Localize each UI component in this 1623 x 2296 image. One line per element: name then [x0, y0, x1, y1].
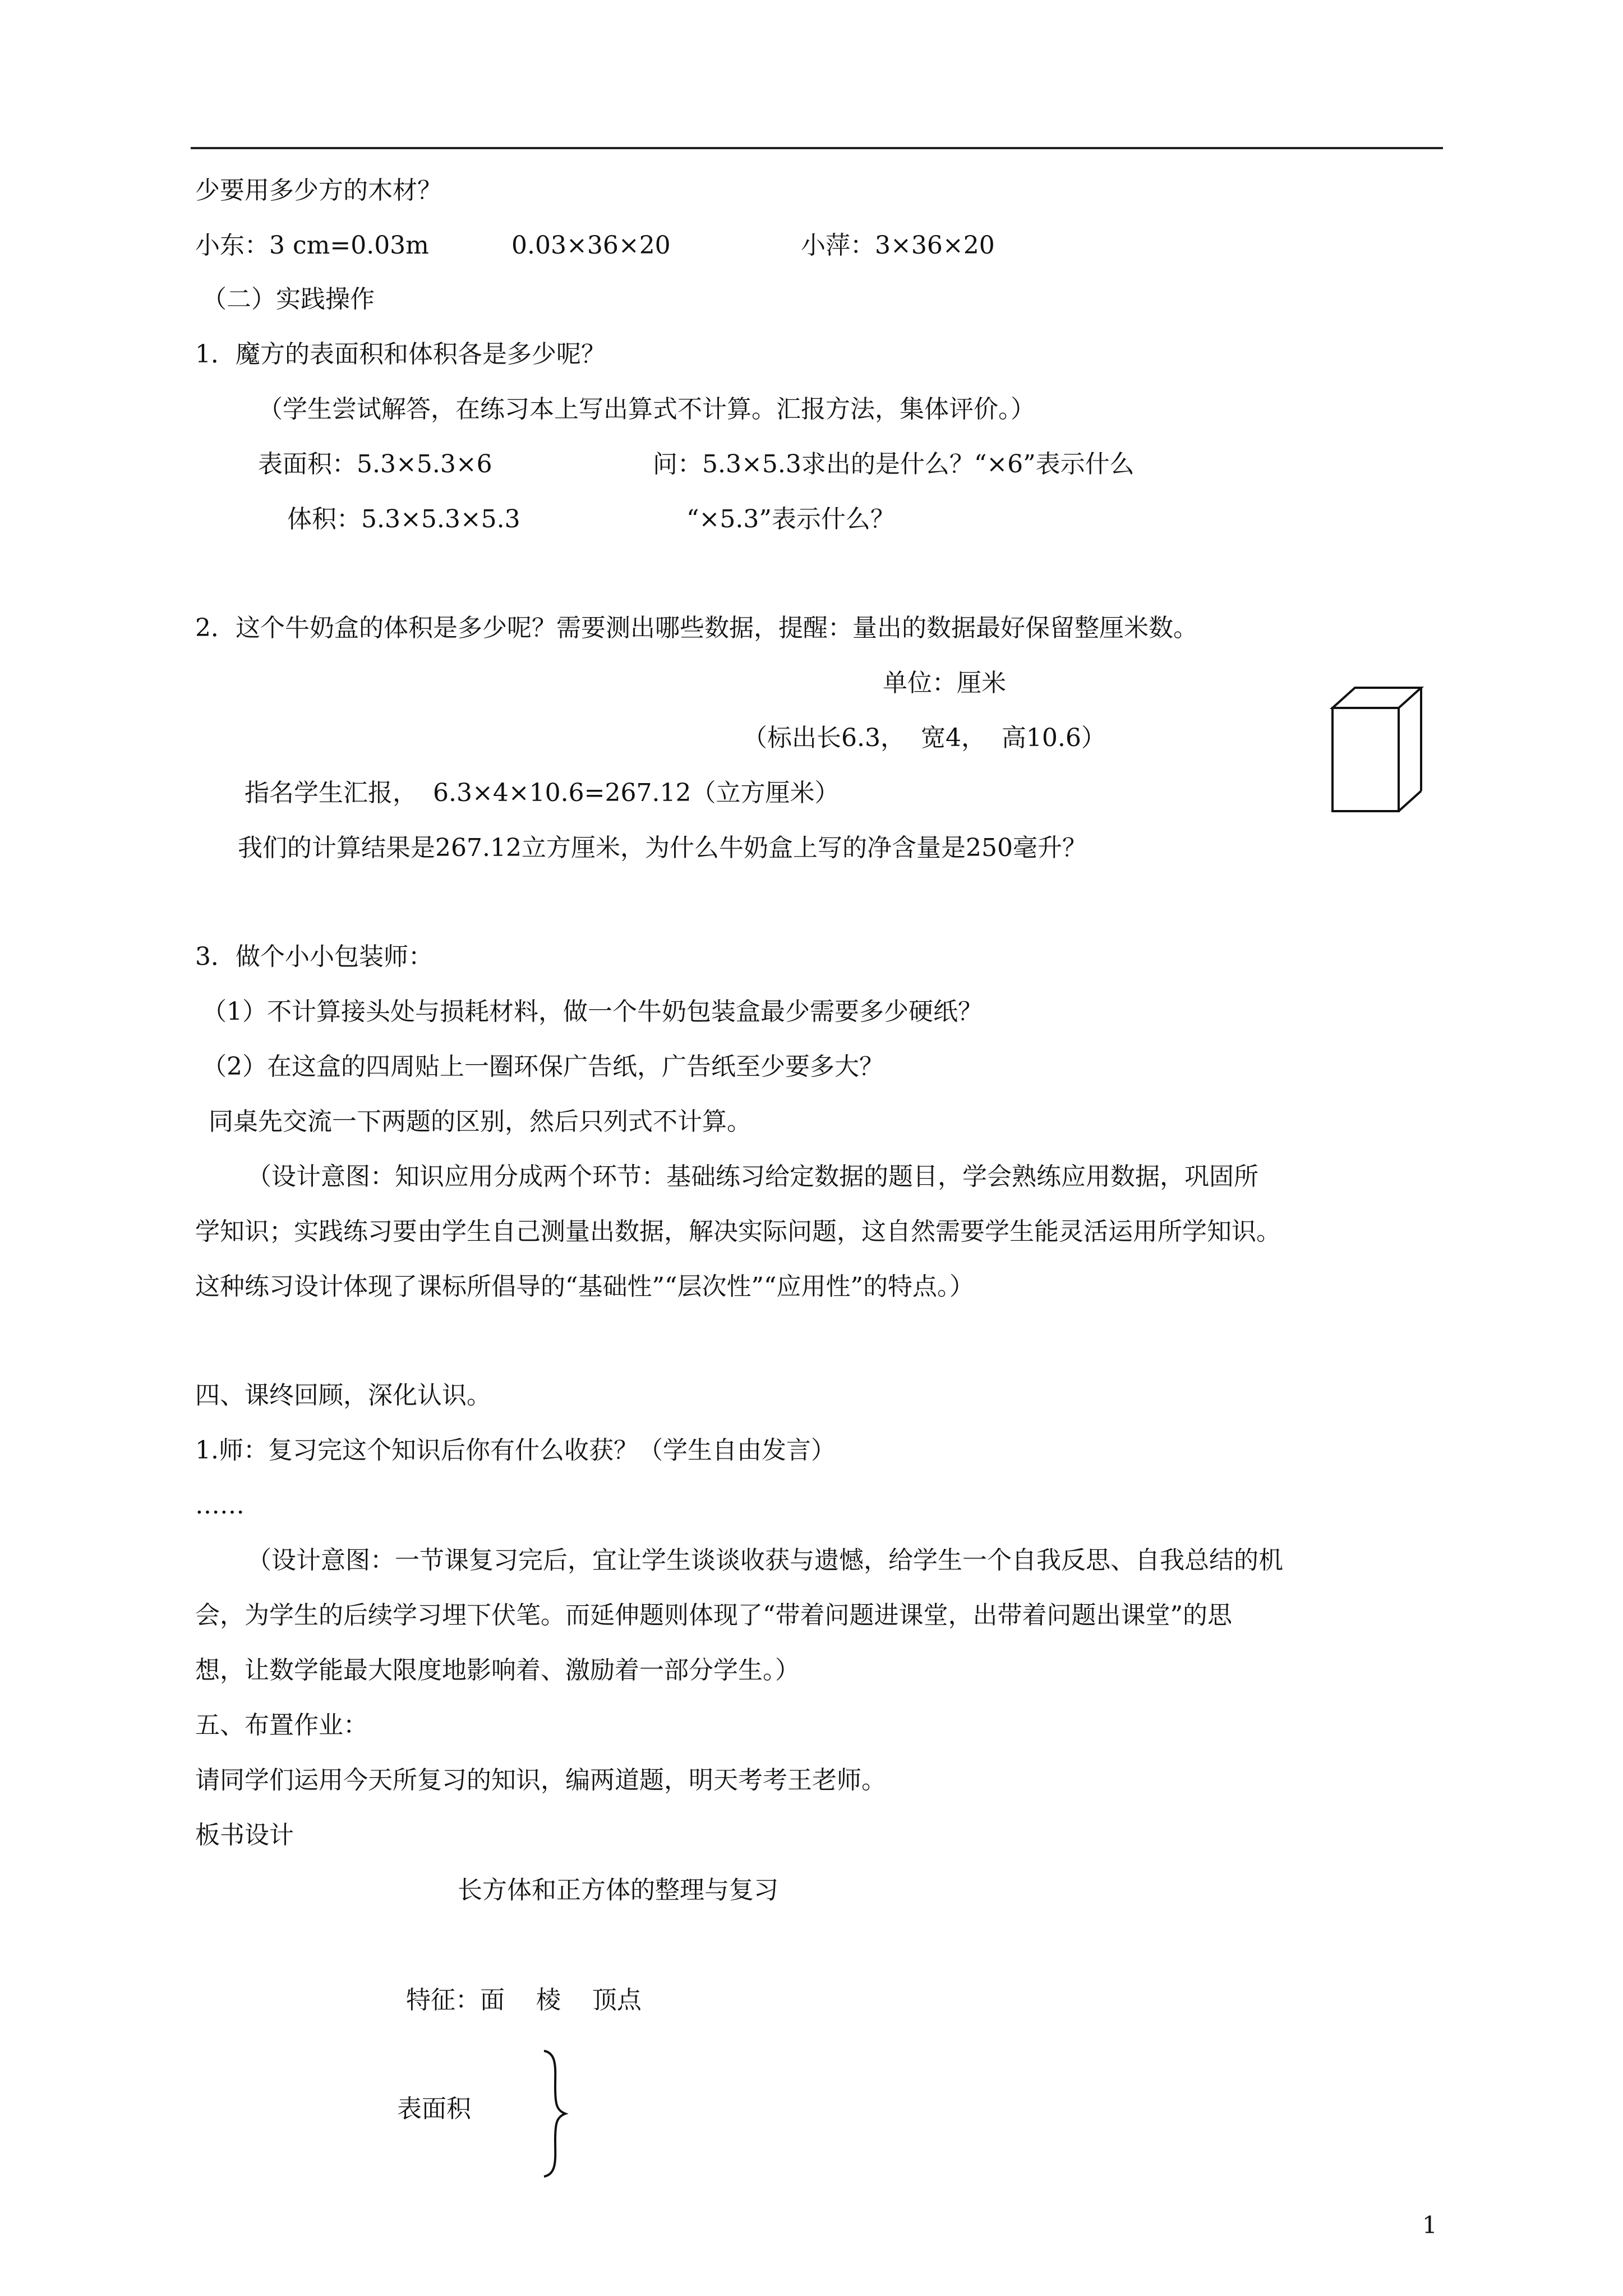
text-line: 我们的计算结果是267.12立方厘米，为什么牛奶盒上写的净含量是250毫升？: [238, 834, 1087, 862]
text-line: 单位：厘米: [883, 669, 1006, 697]
text-line: 想，让数学能最大限度地影响着、激励着一部分学生。）: [195, 1656, 800, 1685]
section-heading: （二）实践操作: [202, 285, 375, 314]
board-title: 长方体和正方体的整理与复习: [458, 1876, 778, 1904]
board-surface-area: 表面积: [397, 2095, 471, 2123]
text-line: 板书设计: [195, 1821, 294, 1849]
text-line: 1.师：复习完这个知识后你有什么收获？（学生自由发言）: [195, 1436, 836, 1465]
text-line: 2．这个牛奶盒的体积是多少呢？需要测出哪些数据，提醒：量出的数据最好保留整厘米数。: [195, 614, 1198, 642]
board-features: 特征：面 棱 顶点: [406, 1986, 642, 2014]
text-line: ……: [195, 1491, 245, 1520]
text-line: “×5.3”表示什么？: [686, 505, 895, 533]
text-line: 表面积：5.3×5.3×6: [258, 450, 492, 478]
text-line: （设计意图：一节课复习完后，宜让学生谈谈收获与遗憾，给学生一个自我反思、自我总结的机: [247, 1546, 1283, 1575]
section-heading: 五、布置作业：: [195, 1711, 368, 1740]
text-line: 同桌先交流一下两题的区别，然后只列式不计算。: [209, 1107, 751, 1136]
text-line: （标出长6.3， 宽4， 高10.6）: [743, 724, 1106, 752]
text-line: 学知识；实践练习要由学生自己测量出数据，解决实际问题，这自然需要学生能灵活运用所学知识。: [195, 1217, 1281, 1246]
text-line: 会，为学生的后续学习埋下伏笔。而延伸题则体现了“带着问题进课堂，出带着问题出课堂”的思: [195, 1601, 1232, 1630]
text-line: 0.03×36×20: [511, 231, 671, 260]
text-line: 少要用多少方的木材？: [195, 176, 442, 205]
text-line: 这种练习设计体现了课标所倡导的“基础性”“层次性”“应用性”的特点。）: [195, 1272, 974, 1301]
text-line: 问：5.3×5.3求出的是什么？“×6”表示什么: [653, 450, 1135, 478]
milk-box-figure: [1329, 684, 1424, 817]
text-line: 指名学生汇报， 6.3×4×10.6=267.12（立方厘米）: [245, 779, 840, 807]
right-brace-icon: [541, 2047, 569, 2180]
text-line: （1）不计算接头处与损耗材料，做一个牛奶包装盒最少需要多少硬纸？: [202, 997, 983, 1026]
text-line: 小萍：3×36×20: [801, 231, 995, 260]
text-line: （学生尝试解答，在练习本上写出算式不计算。汇报方法，集体评价。）: [258, 395, 1035, 424]
section-heading: 四、课终回顾，深化认识。: [195, 1381, 491, 1410]
text-line: 请同学们运用今天所复习的知识，编两道题，明天考考王老师。: [195, 1766, 886, 1795]
text-line: （设计意图：知识应用分成两个环节：基础练习给定数据的题目，学会熟练应用数据，巩固所: [247, 1162, 1258, 1191]
text-line: （2）在这盒的四周贴上一圈环保广告纸，广告纸至少要多大？: [202, 1052, 884, 1081]
text-line: 1．魔方的表面积和体积各是多少呢？: [195, 340, 606, 369]
text-line: 3．做个小小包装师：: [195, 942, 433, 971]
page-number: 1: [1422, 2211, 1437, 2239]
text-line: 体积：5.3×5.3×5.3: [287, 505, 520, 533]
text-line: 小东：3 cm=0.03m: [195, 231, 429, 260]
header-rule: [191, 147, 1443, 149]
